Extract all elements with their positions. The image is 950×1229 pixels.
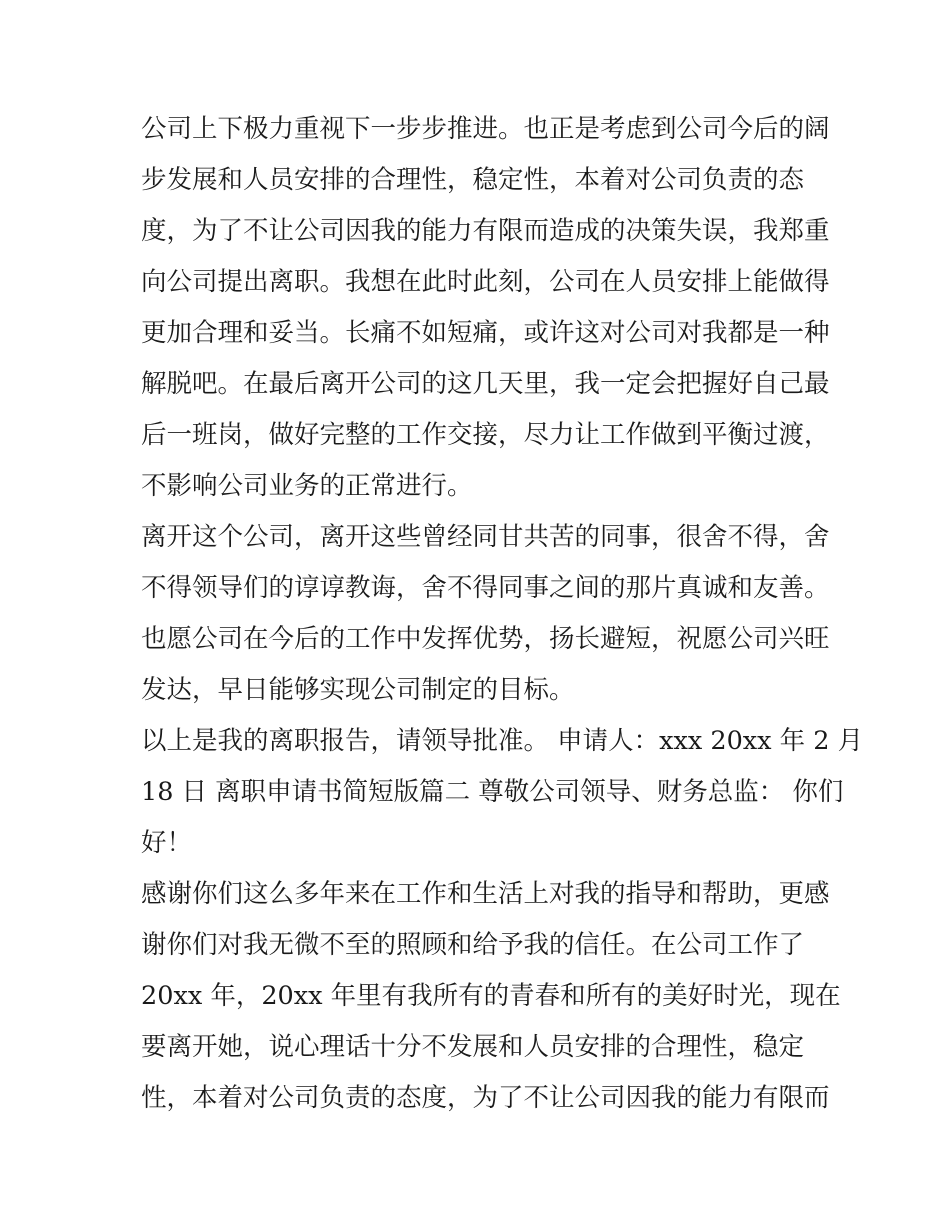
text-line: 18 日 离职申请书简短版篇二 尊敬公司领导、财务总监： 你们 — [141, 777, 844, 807]
text-line: 要离开她，说心理话十分不发展和人员安排的合理性，稳定 — [141, 1032, 805, 1062]
text-line: 更加合理和妥当。长痛不如短痛，或许这对公司对我都是一种 — [141, 318, 830, 348]
text-line: 离开这个公司，离开这些曾经同甘共苦的同事，很舍不得，舍 — [141, 522, 830, 552]
text-line: 步发展和人员安排的合理性，稳定性，本着对公司负责的态 — [141, 165, 805, 195]
text-line: 发达，早日能够实现公司制定的目标。 — [141, 675, 575, 705]
text-line: 谢你们对我无微不至的照顾和给予我的信任。在公司工作了 — [141, 930, 805, 960]
text-line: 后一班岗，做好完整的工作交接，尽力让工作做到平衡过渡， — [141, 420, 830, 450]
text-line: 好！ — [141, 828, 193, 858]
text-line: 不影响公司业务的正常进行。 — [141, 471, 473, 501]
document-body — [141, 104, 864, 1124]
text-line: 以上是我的离职报告，请领导批准。 申请人：xxx 20xx 年 2 月 — [141, 726, 864, 756]
text-line: 公司上下极力重视下一步步推进。也正是考虑到公司今后的阔 — [141, 114, 830, 144]
text-line: 20xx 年，20xx 年里有我所有的青春和所有的美好时光，现在 — [141, 981, 841, 1011]
text-line: 向公司提出离职。我想在此时此刻，公司在人员安排上能做得 — [141, 267, 830, 297]
text-line: 也愿公司在今后的工作中发挥优势，扬长避短，祝愿公司兴旺 — [141, 624, 830, 654]
text-line: 度，为了不让公司因我的能力有限而造成的决策失误，我郑重 — [141, 216, 830, 246]
text-line: 性，本着对公司负责的态度，为了不让公司因我的能力有限而 — [141, 1083, 830, 1113]
text-line: 不得领导们的谆谆教诲，舍不得同事之间的那片真诚和友善。 — [141, 573, 830, 603]
text-line: 解脱吧。在最后离开公司的这几天里，我一定会把握好自己最 — [141, 369, 830, 399]
text-line: 感谢你们这么多年来在工作和生活上对我的指导和帮助，更感 — [141, 879, 830, 909]
